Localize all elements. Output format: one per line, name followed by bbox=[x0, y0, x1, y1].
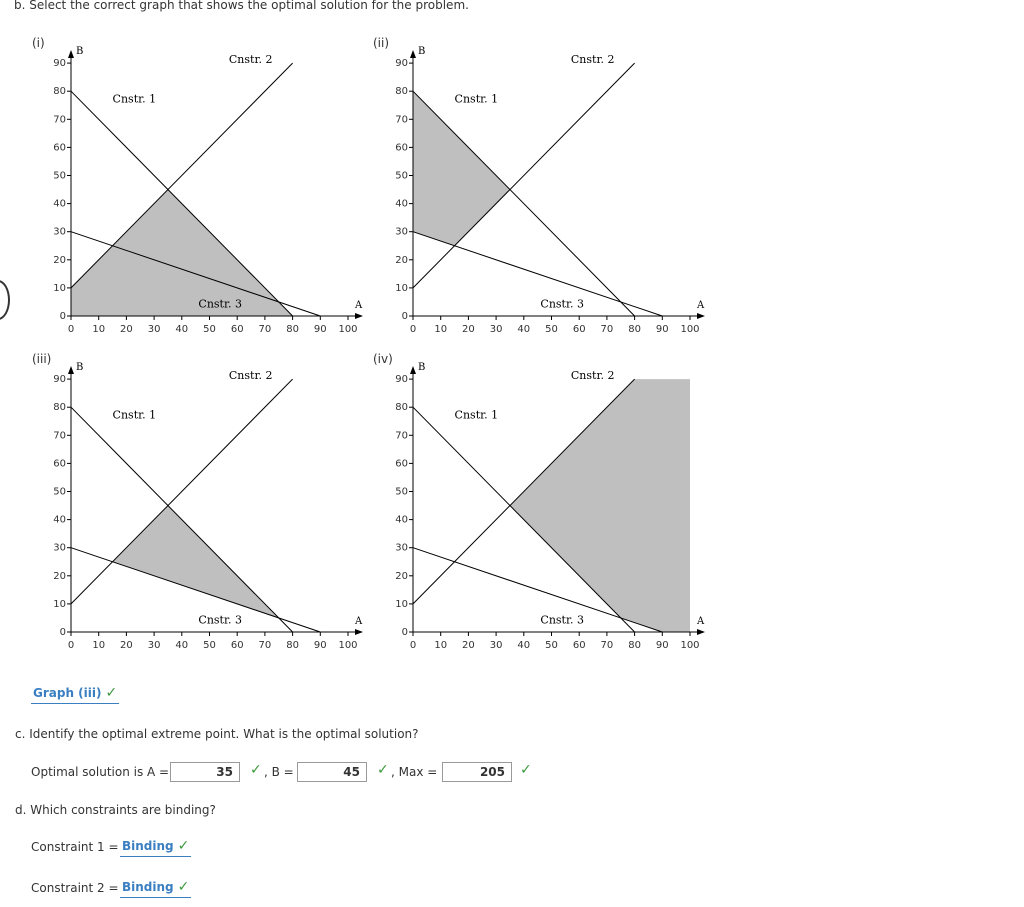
x-tick-label: 40 bbox=[517, 324, 531, 335]
constraint-1-dropdown[interactable] bbox=[120, 838, 191, 857]
x-tick-label: 40 bbox=[517, 640, 531, 651]
constraint-2-label: Constraint 2 = bbox=[31, 881, 119, 895]
x-tick-label: 40 bbox=[175, 640, 189, 651]
optimal-a-label: Optimal solution is A = bbox=[31, 765, 170, 779]
x-tick-label: 0 bbox=[67, 640, 75, 651]
x-tick-label: 100 bbox=[338, 640, 358, 651]
x-tick-label: 90 bbox=[655, 324, 669, 335]
graph-answer-dropdown[interactable] bbox=[31, 685, 119, 704]
x-tick-label: 60 bbox=[230, 324, 244, 335]
x-tick-label: 0 bbox=[409, 324, 417, 335]
x-axis-arrow bbox=[697, 629, 705, 635]
graph-label-i: (i) bbox=[32, 36, 45, 50]
x-tick-label: 10 bbox=[92, 324, 106, 335]
x-tick-label: 0 bbox=[409, 640, 417, 651]
y-tick-label: 0 bbox=[59, 311, 66, 322]
y-tick-label: 0 bbox=[401, 311, 408, 322]
graph-label-ii: (ii) bbox=[373, 36, 390, 50]
x-axis-name: A bbox=[355, 300, 363, 311]
x-tick-label: 100 bbox=[680, 324, 700, 335]
y-tick-label: 40 bbox=[395, 198, 408, 210]
x-axis-arrow bbox=[355, 313, 363, 319]
x-tick-label: 10 bbox=[434, 324, 448, 335]
x-tick-label: 100 bbox=[338, 324, 358, 335]
constraint-label-1: Cnstr. 1 bbox=[454, 92, 499, 106]
shaded-region bbox=[113, 506, 279, 618]
y-tick-label: 10 bbox=[395, 598, 408, 610]
y-tick-label: 30 bbox=[53, 226, 66, 238]
x-tick-label: 50 bbox=[203, 324, 216, 335]
y-tick-label: 40 bbox=[395, 514, 408, 526]
y-axis-arrow bbox=[410, 50, 416, 58]
graph-iv[interactable] bbox=[372, 356, 712, 656]
y-tick-label: 10 bbox=[53, 598, 66, 610]
constraint-label-3: Cnstr. 3 bbox=[198, 613, 243, 627]
x-tick-label: 70 bbox=[600, 640, 614, 651]
graph-label-iv: (iv) bbox=[373, 352, 393, 366]
constraint-line-3 bbox=[413, 232, 662, 316]
constraint-2-dropdown[interactable] bbox=[120, 879, 191, 898]
x-tick-label: 90 bbox=[313, 640, 327, 651]
x-tick-label: 50 bbox=[203, 640, 216, 651]
graph-answer-text: Graph (iii) bbox=[33, 686, 102, 700]
y-tick-label: 90 bbox=[395, 374, 408, 386]
x-axis-name: A bbox=[697, 616, 705, 627]
y-tick-label: 70 bbox=[395, 430, 408, 442]
constraint-label-2: Cnstr. 2 bbox=[570, 53, 615, 67]
y-tick-label: 60 bbox=[53, 458, 66, 470]
x-axis-name: A bbox=[697, 300, 705, 311]
shaded-region bbox=[413, 91, 510, 246]
x-tick-label: 10 bbox=[434, 640, 448, 651]
constraint-label-1: Cnstr. 1 bbox=[112, 408, 157, 422]
x-tick-label: 80 bbox=[286, 640, 299, 651]
y-tick-label: 50 bbox=[395, 170, 408, 182]
x-tick-label: 70 bbox=[258, 324, 272, 335]
check-icon: ✓ bbox=[177, 838, 190, 854]
y-tick-label: 70 bbox=[395, 114, 408, 126]
constraint-label-3: Cnstr. 3 bbox=[540, 613, 585, 627]
x-tick-label: 20 bbox=[462, 640, 475, 651]
shaded-region bbox=[510, 379, 690, 632]
y-tick-label: 0 bbox=[401, 627, 408, 638]
x-tick-label: 30 bbox=[147, 324, 161, 335]
x-tick-label: 20 bbox=[120, 324, 133, 335]
x-tick-label: 80 bbox=[628, 640, 641, 651]
y-tick-label: 20 bbox=[395, 570, 408, 582]
optimal-b-input[interactable]: 45 bbox=[297, 762, 367, 782]
constraint-label-3: Cnstr. 3 bbox=[198, 297, 243, 311]
y-tick-label: 80 bbox=[53, 402, 66, 414]
y-tick-label: 20 bbox=[395, 254, 408, 266]
y-tick-label: 50 bbox=[53, 170, 66, 182]
constraint-label-1: Cnstr. 1 bbox=[112, 92, 157, 106]
y-tick-label: 20 bbox=[53, 254, 66, 266]
y-tick-label: 60 bbox=[395, 458, 408, 470]
x-axis-arrow bbox=[697, 313, 705, 319]
x-tick-label: 20 bbox=[462, 324, 475, 335]
graph-i[interactable] bbox=[30, 40, 370, 340]
y-tick-label: 80 bbox=[395, 402, 408, 414]
optimal-max-label: , Max = bbox=[391, 765, 438, 779]
y-tick-label: 0 bbox=[59, 627, 66, 638]
y-tick-label: 60 bbox=[53, 142, 66, 154]
x-tick-label: 60 bbox=[572, 640, 586, 651]
y-tick-label: 30 bbox=[53, 542, 66, 554]
shaded-region bbox=[71, 190, 293, 316]
x-axis-arrow bbox=[355, 629, 363, 635]
x-tick-label: 30 bbox=[489, 640, 503, 651]
y-axis-name: B bbox=[418, 46, 426, 57]
graph-ii[interactable] bbox=[372, 40, 712, 340]
y-tick-label: 50 bbox=[395, 486, 408, 498]
y-axis-arrow bbox=[68, 50, 74, 58]
y-tick-label: 90 bbox=[53, 58, 66, 70]
question-d-text: d. Which constraints are binding? bbox=[15, 803, 216, 817]
y-tick-label: 90 bbox=[395, 58, 408, 70]
constraint-1-value: Binding bbox=[122, 839, 174, 853]
x-tick-label: 40 bbox=[175, 324, 189, 335]
x-tick-label: 60 bbox=[572, 324, 586, 335]
constraint-label-2: Cnstr. 2 bbox=[228, 369, 273, 383]
y-tick-label: 40 bbox=[53, 514, 66, 526]
x-tick-label: 20 bbox=[120, 640, 133, 651]
constraint-label-2: Cnstr. 2 bbox=[570, 369, 615, 383]
x-tick-label: 90 bbox=[655, 640, 669, 651]
y-tick-label: 80 bbox=[53, 86, 66, 98]
graph-label-iii: (iii) bbox=[32, 352, 52, 366]
x-tick-label: 80 bbox=[628, 324, 641, 335]
check-icon-a: ✓ bbox=[250, 762, 262, 778]
y-axis-arrow bbox=[410, 366, 416, 374]
constraint-label-2: Cnstr. 2 bbox=[228, 53, 273, 67]
question-b-text: b. Select the correct graph that shows the optimal solution for the problem. bbox=[14, 0, 469, 12]
x-tick-label: 50 bbox=[545, 324, 558, 335]
check-icon-max: ✓ bbox=[520, 762, 532, 778]
y-tick-label: 40 bbox=[53, 198, 66, 210]
x-tick-label: 0 bbox=[67, 324, 75, 335]
y-tick-label: 90 bbox=[53, 374, 66, 386]
x-tick-label: 70 bbox=[600, 324, 614, 335]
y-tick-label: 10 bbox=[395, 282, 408, 294]
question-c-text: c. Identify the optimal extreme point. What is the optimal solution? bbox=[15, 727, 419, 741]
constraint-label-3: Cnstr. 3 bbox=[540, 297, 585, 311]
x-tick-label: 60 bbox=[230, 640, 244, 651]
x-tick-label: 10 bbox=[92, 640, 106, 651]
y-axis-name: B bbox=[418, 362, 426, 373]
optimal-b-label: , B = bbox=[264, 765, 294, 779]
constraint-line-1 bbox=[71, 407, 293, 632]
y-tick-label: 50 bbox=[53, 486, 66, 498]
y-axis-arrow bbox=[68, 366, 74, 374]
check-icon: ✓ bbox=[105, 685, 118, 701]
constraint-2-value: Binding bbox=[122, 880, 174, 894]
optimal-a-input[interactable]: 35 bbox=[170, 762, 240, 782]
x-tick-label: 30 bbox=[489, 324, 503, 335]
y-tick-label: 70 bbox=[53, 114, 66, 126]
y-tick-label: 20 bbox=[53, 570, 66, 582]
graph-iii[interactable] bbox=[30, 356, 370, 656]
check-icon: ✓ bbox=[177, 879, 190, 895]
y-tick-label: 80 bbox=[395, 86, 408, 98]
x-tick-label: 100 bbox=[680, 640, 700, 651]
edge-radio-fragment bbox=[0, 280, 10, 320]
constraint-1-label: Constraint 1 = bbox=[31, 840, 119, 854]
y-tick-label: 70 bbox=[53, 430, 66, 442]
check-icon-b: ✓ bbox=[377, 762, 389, 778]
x-tick-label: 90 bbox=[313, 324, 327, 335]
y-tick-label: 30 bbox=[395, 542, 408, 554]
x-axis-name: A bbox=[355, 616, 363, 627]
x-tick-label: 70 bbox=[258, 640, 272, 651]
x-tick-label: 80 bbox=[286, 324, 299, 335]
y-axis-name: B bbox=[76, 362, 84, 373]
optimal-max-input[interactable]: 205 bbox=[442, 762, 512, 782]
x-tick-label: 50 bbox=[545, 640, 558, 651]
y-axis-name: B bbox=[76, 46, 84, 57]
y-tick-label: 60 bbox=[395, 142, 408, 154]
y-tick-label: 30 bbox=[395, 226, 408, 238]
y-tick-label: 10 bbox=[53, 282, 66, 294]
constraint-label-1: Cnstr. 1 bbox=[454, 408, 499, 422]
x-tick-label: 30 bbox=[147, 640, 161, 651]
